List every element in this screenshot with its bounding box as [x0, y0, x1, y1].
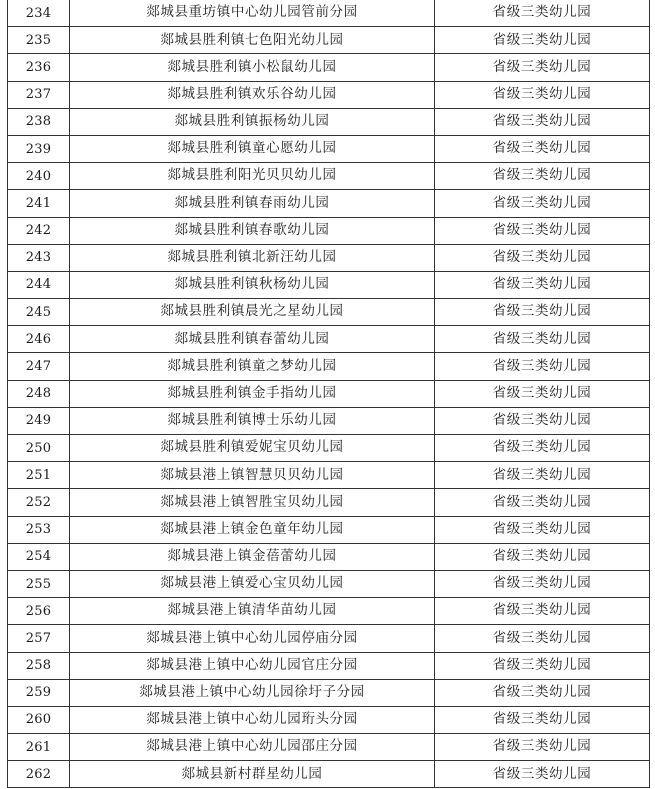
- kindergarten-name-cell: 郯城县港上镇中心幼儿园珩头分园: [70, 706, 435, 733]
- table-row: [8, 625, 650, 652]
- level-cell: 省级三类幼儿园: [435, 380, 650, 407]
- row-number-cell: 241: [8, 190, 70, 217]
- document-page: [7, 0, 649, 788]
- row-number-cell: 242: [8, 217, 70, 244]
- table-row: [8, 27, 650, 54]
- kindergarten-name-cell: 郯城县胜利镇春蕾幼儿园: [70, 326, 435, 353]
- row-number-cell: 252: [8, 489, 70, 516]
- kindergarten-name-cell: 郯城县胜利阳光贝贝幼儿园: [70, 163, 435, 190]
- table-row: [8, 679, 650, 706]
- level-cell: 省级三类幼儿园: [435, 543, 650, 570]
- kindergarten-name-cell: 郯城县港上镇中心幼儿园官庄分园: [70, 652, 435, 679]
- kindergarten-name-cell: 郯城县胜利镇童心愿幼儿园: [70, 135, 435, 162]
- table-row: [8, 163, 650, 190]
- kindergarten-name-cell: 郯城县胜利镇金手指幼儿园: [70, 380, 435, 407]
- level-cell: 省级三类幼儿园: [435, 516, 650, 543]
- level-cell: 省级三类幼儿园: [435, 761, 650, 788]
- level-cell: 省级三类幼儿园: [435, 271, 650, 298]
- level-cell: 省级三类幼儿园: [435, 54, 650, 81]
- row-number-cell: 243: [8, 244, 70, 271]
- kindergarten-name-cell: 郯城县胜利镇春雨幼儿园: [70, 190, 435, 217]
- row-number-cell: 253: [8, 516, 70, 543]
- table-row: [8, 543, 650, 570]
- level-cell: 省级三类幼儿园: [435, 108, 650, 135]
- kindergarten-name-cell: 郯城县胜利镇欢乐谷幼儿园: [70, 81, 435, 108]
- level-cell: 省级三类幼儿园: [435, 217, 650, 244]
- kindergarten-name-cell: 郯城县胜利镇晨光之星幼儿园: [70, 299, 435, 326]
- table-row: [8, 244, 650, 271]
- row-number-cell: 236: [8, 54, 70, 81]
- kindergarten-name-cell: 郯城县胜利镇春歌幼儿园: [70, 217, 435, 244]
- level-cell: 省级三类幼儿园: [435, 299, 650, 326]
- row-number-cell: 257: [8, 625, 70, 652]
- level-cell: 省级三类幼儿园: [435, 462, 650, 489]
- level-cell: 省级三类幼儿园: [435, 734, 650, 761]
- row-number-cell: 250: [8, 435, 70, 462]
- kindergarten-name-cell: 郯城县港上镇爱心宝贝幼儿园: [70, 570, 435, 597]
- table-row: [8, 516, 650, 543]
- kindergarten-table: [7, 0, 650, 788]
- level-cell: 省级三类幼儿园: [435, 625, 650, 652]
- table-row: [8, 326, 650, 353]
- row-number-cell: 249: [8, 407, 70, 434]
- row-number-cell: 240: [8, 163, 70, 190]
- kindergarten-name-cell: 郯城县胜利镇七色阳光幼儿园: [70, 27, 435, 54]
- level-cell: 省级三类幼儿园: [435, 679, 650, 706]
- row-number-cell: 259: [8, 679, 70, 706]
- table-row: [8, 462, 650, 489]
- level-cell: 省级三类幼儿园: [435, 326, 650, 353]
- table-row: [8, 135, 650, 162]
- row-number-cell: 248: [8, 380, 70, 407]
- kindergarten-name-cell: 郯城县港上镇金蓓蕾幼儿园: [70, 543, 435, 570]
- table-row: [8, 598, 650, 625]
- level-cell: 省级三类幼儿园: [435, 163, 650, 190]
- row-number-cell: 245: [8, 299, 70, 326]
- row-number-cell: 234: [8, 0, 70, 27]
- row-number-cell: 235: [8, 27, 70, 54]
- table-row: [8, 299, 650, 326]
- level-cell: 省级三类幼儿园: [435, 652, 650, 679]
- row-number-cell: 237: [8, 81, 70, 108]
- table-row: [8, 380, 650, 407]
- kindergarten-name-cell: 郯城县胜利镇童之梦幼儿园: [70, 353, 435, 380]
- row-number-cell: 260: [8, 706, 70, 733]
- kindergarten-name-cell: 郯城县胜利镇小松鼠幼儿园: [70, 54, 435, 81]
- table-row: [8, 489, 650, 516]
- kindergarten-name-cell: 郯城县重坊镇中心幼儿园管前分园: [70, 0, 435, 27]
- row-number-cell: 255: [8, 570, 70, 597]
- level-cell: 省级三类幼儿园: [435, 244, 650, 271]
- level-cell: 省级三类幼儿园: [435, 135, 650, 162]
- table-row: [8, 761, 650, 788]
- table-row: [8, 271, 650, 298]
- kindergarten-name-cell: 郯城县港上镇智胜宝贝幼儿园: [70, 489, 435, 516]
- row-number-cell: 258: [8, 652, 70, 679]
- kindergarten-name-cell: 郯城县胜利镇北新汪幼儿园: [70, 244, 435, 271]
- kindergarten-name-cell: 郯城县胜利镇爱妮宝贝幼儿园: [70, 435, 435, 462]
- table-row: [8, 435, 650, 462]
- level-cell: 省级三类幼儿园: [435, 435, 650, 462]
- level-cell: 省级三类幼儿园: [435, 706, 650, 733]
- table-row: [8, 706, 650, 733]
- kindergarten-name-cell: 郯城县港上镇清华苗幼儿园: [70, 598, 435, 625]
- table-body: [8, 0, 650, 788]
- table-row: [8, 407, 650, 434]
- level-cell: 省级三类幼儿园: [435, 190, 650, 217]
- row-number-cell: 254: [8, 543, 70, 570]
- row-number-cell: 246: [8, 326, 70, 353]
- level-cell: 省级三类幼儿园: [435, 598, 650, 625]
- kindergarten-name-cell: 郯城县胜利镇秋杨幼儿园: [70, 271, 435, 298]
- row-number-cell: 239: [8, 135, 70, 162]
- kindergarten-name-cell: 郯城县胜利镇振杨幼儿园: [70, 108, 435, 135]
- level-cell: 省级三类幼儿园: [435, 570, 650, 597]
- level-cell: 省级三类幼儿园: [435, 81, 650, 108]
- level-cell: 省级三类幼儿园: [435, 353, 650, 380]
- level-cell: 省级三类幼儿园: [435, 0, 650, 27]
- kindergarten-name-cell: 郯城县港上镇中心幼儿园邵庄分园: [70, 734, 435, 761]
- row-number-cell: 238: [8, 108, 70, 135]
- kindergarten-name-cell: 郯城县胜利镇博士乐幼儿园: [70, 407, 435, 434]
- row-number-cell: 244: [8, 271, 70, 298]
- table-row: [8, 570, 650, 597]
- table-row: [8, 652, 650, 679]
- table-row: [8, 54, 650, 81]
- table-row: [8, 353, 650, 380]
- kindergarten-name-cell: 郯城县港上镇中心幼儿园徐圩子分园: [70, 679, 435, 706]
- row-number-cell: 256: [8, 598, 70, 625]
- table-row: [8, 108, 650, 135]
- kindergarten-name-cell: 郯城县港上镇智慧贝贝幼儿园: [70, 462, 435, 489]
- row-number-cell: 261: [8, 734, 70, 761]
- level-cell: 省级三类幼儿园: [435, 407, 650, 434]
- kindergarten-name-cell: 郯城县新村群星幼儿园: [70, 761, 435, 788]
- table-row: [8, 0, 650, 27]
- table-row: [8, 734, 650, 761]
- level-cell: 省级三类幼儿园: [435, 489, 650, 516]
- table-row: [8, 190, 650, 217]
- level-cell: 省级三类幼儿园: [435, 27, 650, 54]
- kindergarten-name-cell: 郯城县港上镇中心幼儿园停庙分园: [70, 625, 435, 652]
- row-number-cell: 262: [8, 761, 70, 788]
- table-row: [8, 217, 650, 244]
- table-row: [8, 81, 650, 108]
- kindergarten-name-cell: 郯城县港上镇金色童年幼儿园: [70, 516, 435, 543]
- row-number-cell: 247: [8, 353, 70, 380]
- row-number-cell: 251: [8, 462, 70, 489]
